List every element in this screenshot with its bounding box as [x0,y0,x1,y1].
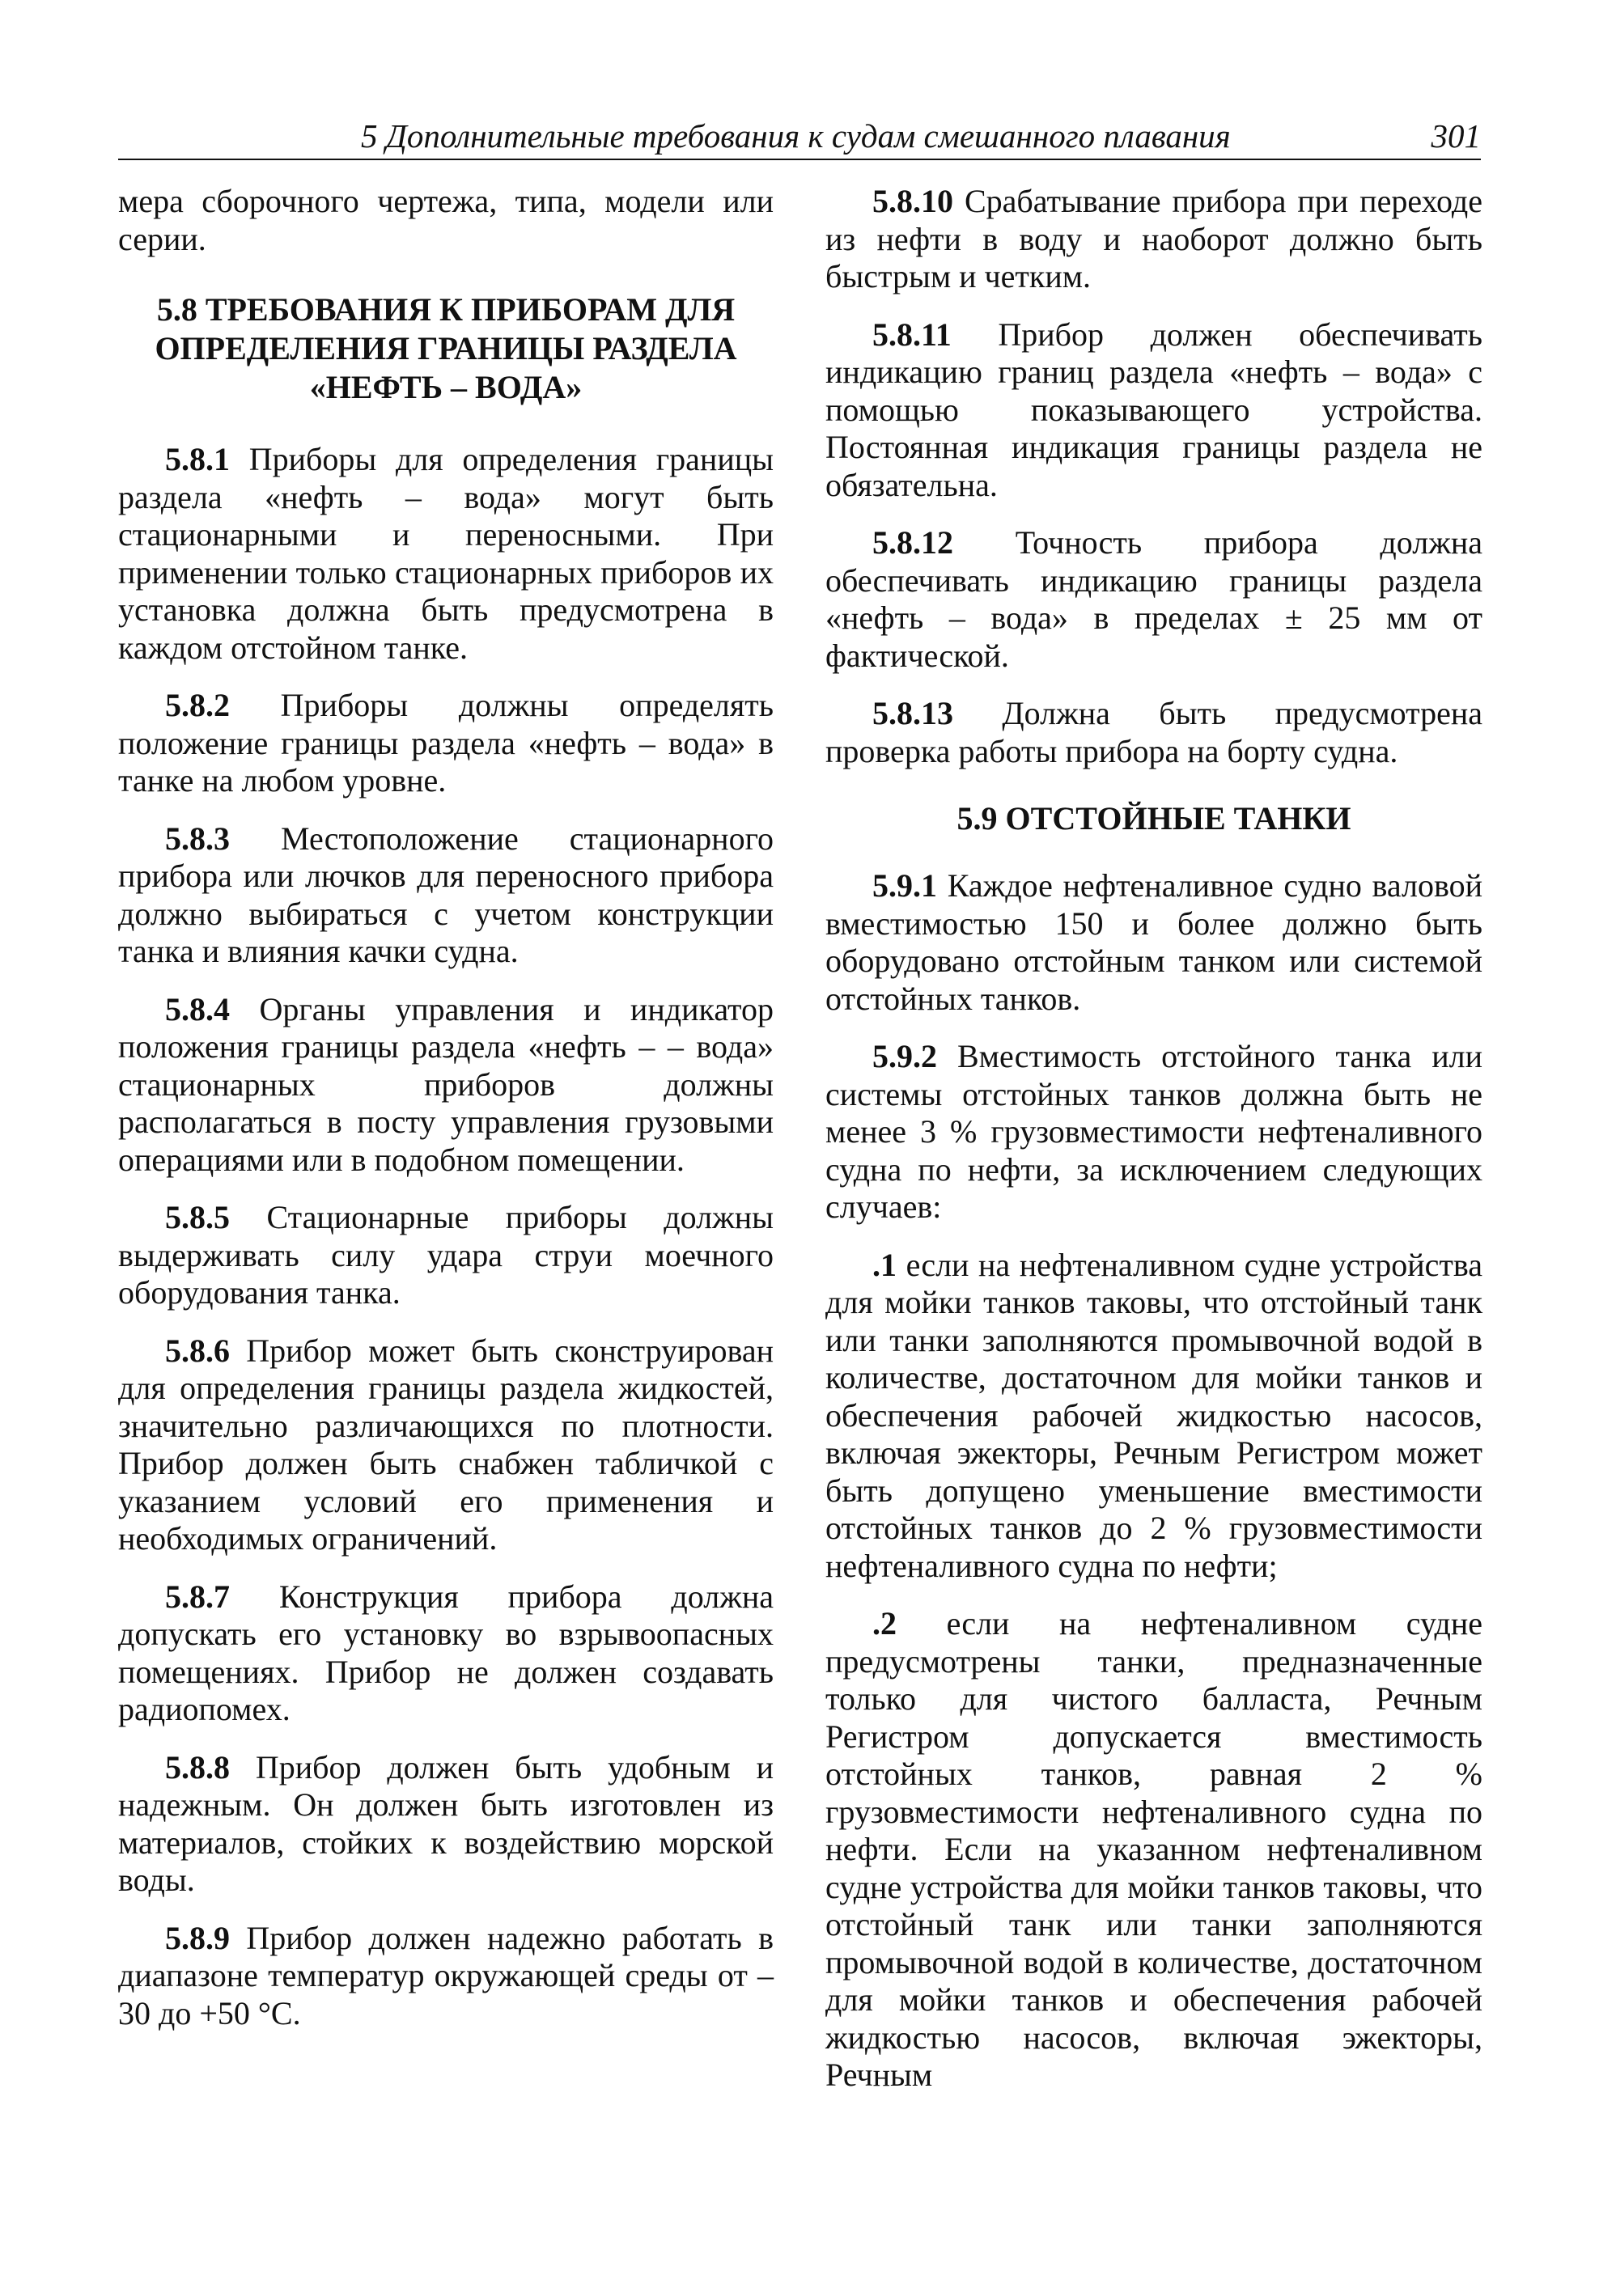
paragraph-text: Местоположение стационарного прибора или лючков для переносного прибора должно выбираться с учетом конструкции танка и влияния качки судна. [118,820,774,969]
paragraph-text: Вместимость отстойного танка или системы отстойных танков должна быть не менее 3 % грузовместимости нефтеналивного судна по нефти, за исключением следующих случаев: [825,1038,1482,1225]
paragraph-number: 5.8.6 [165,1332,230,1369]
paragraph-5-8-6 [118,1332,774,1558]
page-header [118,112,1481,157]
paragraph-text: Стационарные приборы должны выдерживать силу удара струи моечного оборудования танка. [118,1199,774,1311]
item-number: .1 [872,1246,897,1283]
paragraph-number: 5.9.2 [872,1038,937,1074]
paragraph-number: 5.8.2 [165,687,230,723]
paragraph-text: Конструкция прибора должна допускать его установку во взрывоопасных помещениях. Прибор не должен создавать радиопомех. [118,1578,774,1727]
paragraph-text: Прибор должен быть удобным и надежным. Он должен быть изготовлен из материалов, стойких к воздействию морской воды. [118,1748,774,1898]
header-rule [118,159,1481,160]
paragraph-text: Срабатывание прибора при переходе из нефти в воду и наоборот должно быть быстрым и четким. [825,183,1482,294]
section-heading-5-9: 5.9 ОТСТОЙНЫЕ ТАНКИ [956,800,1351,837]
page-number: 301 [1431,117,1481,155]
paragraph-number: 5.8.4 [165,990,230,1027]
paragraph-5-8-1 [118,441,774,667]
paragraph-text: Точность прибора должна обеспечивать индикацию границы раздела «нефть – вода» в пределах ± 25 мм от фактической. [825,524,1482,674]
paragraph-text: Каждое нефтеналивное судно валовой вместимостью 150 и более должно быть оборудовано отстойным танком или системой отстойных танков. [825,867,1482,1017]
paragraph-number: 5.9.1 [872,867,937,904]
paragraph-text: Прибор должен надежно работать в диапазоне температур окружающей среды от –30 до +50 °С. [118,1919,774,2031]
paragraph-5-8-9 [118,1920,774,2033]
paragraph-5-8-2 [118,687,774,800]
paragraph-5-8-5 [118,1199,774,1312]
list-item-1 [825,1247,1482,1586]
paragraph-number: 5.8.13 [872,695,953,731]
paragraph-5-8-12 [825,524,1482,675]
paragraph-number: 5.8.12 [872,524,953,561]
paragraph-number: 5.8.1 [165,441,230,477]
item-number: .2 [872,1605,897,1642]
list-item-2 [825,1605,1482,2095]
paragraph-text: Прибор должен обеспечивать индикацию границ раздела «нефть – вода» с помощью показывающего устройства. Постоянная индикация границы раздела не обязательна. [825,316,1482,503]
left-column [118,183,774,2052]
paragraph-number: 5.8.8 [165,1748,230,1786]
paragraph-number: 5.8.5 [165,1199,230,1235]
paragraph-5-8-11 [825,316,1482,505]
item-text: если на нефтеналивном судне устройства для мойки танков таковы, что отстойный танк или танки заполняются промывочной водой в количестве, достаточном для мойки танков и обеспечения рабочей жидкостью насосов, включая эжекторы, Речным Регистром может быть допущено уменьшение вместимости отстойных танков до 2 % грузовместимости нефтеналивного судна по нефти; [825,1246,1483,1584]
item-text: если на нефтеналивном судне предусмотрены танки, предназначенные только для чистого балласта, Речным Регистром допускается вместимость отстойных танков, равная 2 % грузовместимости нефтеналивного судна по нефти. Если на указанном нефтеналивном судне устройства для мойки танков таковы, что отстойный танк или танки заполняются промывочной водой в количестве, достаточном для мойки танков и обеспечения рабочей жидкостью насосов, включая эжекторы, Речным [825,1605,1482,2093]
paragraph-text: Должна быть предусмотрена проверка работы прибора на борту судна. [825,695,1482,769]
paragraph-number: 5.8.11 [872,316,952,353]
section-heading-5-8: 5.8 ТРЕБОВАНИЯ К ПРИБОРАМ ДЛЯ ОПРЕДЕЛЕНИЯ ГРАНИЦЫ РАЗДЕЛА «НЕФТЬ – ВОДА» [155,291,737,405]
paragraph-number: 5.8.3 [165,820,230,857]
paragraph-text: Приборы для определения границы раздела «нефть – вода» могут быть стационарными и переносными. При применении только стационарных приборов их установка должна быть предусмотрена в каждом отстойном танке. [118,441,774,666]
paragraph-5-8-7 [118,1578,774,1729]
paragraph-number: 5.8.10 [872,183,953,219]
paragraph-number: 5.8.9 [165,1919,230,1956]
paragraph-5-8-4 [118,991,774,1180]
paragraph-number: 5.8.7 [165,1578,230,1615]
paragraph-5-8-10 [825,183,1482,296]
paragraph-5-8-3 [118,820,774,971]
right-column [825,183,1482,2115]
paragraph-5-9-2 [825,1038,1482,1226]
paragraph-text: Приборы должны определять положение границы раздела «нефть – вода» в танке на любом уровне. [118,687,774,799]
paragraph-text: Органы управления и индикатор положения границы раздела «нефть – – вода» стационарных приборов должны располагаться в посту управления грузовыми операциями или в подобном помещении. [118,990,774,1178]
paragraph-text: Прибор может быть сконструирован для определения границы раздела жидкостей, значительно различающихся по плотности. Прибор должен быть снабжен табличкой с указанием условий его применения и необходимых ограничений. [118,1332,774,1557]
paragraph-5-8-13 [825,695,1482,770]
paragraph-5-8-8 [118,1749,774,1900]
running-title: 5 Дополнительные требования к судам смешанного плавания [361,117,1231,155]
continuation-paragraph: мера сборочного чертежа, типа, модели или серии. [118,183,774,257]
paragraph-5-9-1 [825,867,1482,1018]
